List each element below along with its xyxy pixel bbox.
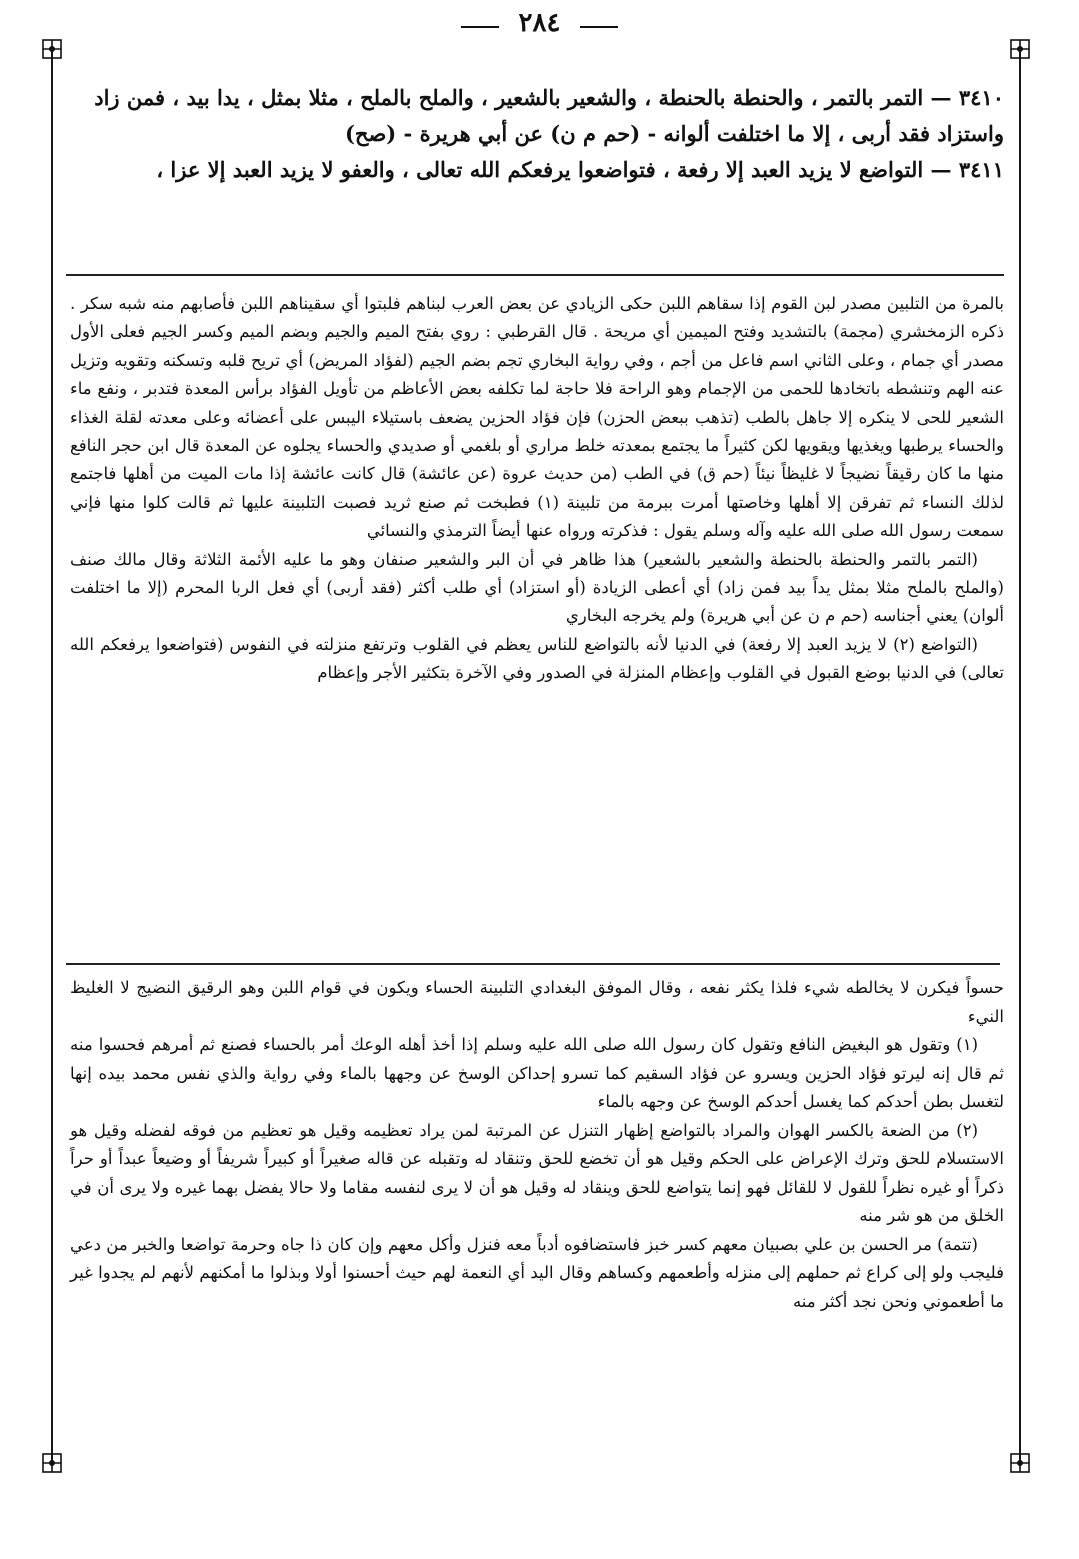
header-dash-left bbox=[461, 26, 499, 28]
hadith-number: ٣٤١١ bbox=[958, 157, 1004, 182]
header-dash-right bbox=[580, 26, 618, 28]
hadith-3410-continuation bbox=[70, 116, 1004, 152]
hadith-line: واستزاد فقد أربى ، إلا ما اختلفت ألوانه - (حم م ن) عن أبي هريرة - (صح) bbox=[344, 121, 1004, 146]
footnotes-block bbox=[70, 974, 1004, 1316]
ornament-bottom-left-icon bbox=[41, 1452, 63, 1474]
page-number: ٢٨٤ bbox=[518, 8, 561, 38]
hadith-number: ٣٤١٠ bbox=[958, 85, 1004, 110]
ornament-top-right-icon bbox=[1009, 38, 1031, 60]
hadith-block bbox=[70, 80, 1004, 188]
footnote-continuation: حسواً فيكرن لا يخالطه شيء فلذا يكثر نفعه ، وقال الموفق البغدادي التلبينة الحساء ويكون في قوام اللبن وهو الرقيق النضيج لا الغليظ النيء bbox=[70, 978, 1004, 1026]
hadith-3410: ٣٤١٠ — التمر بالتمر ، والحنطة بالحنطة ، والشعير بالشعير ، والملح بالملح ، مثلا بمثل ، يدا بيد ، فمن زاد bbox=[94, 85, 1004, 110]
ornament-bottom-right-icon bbox=[1009, 1452, 1031, 1474]
footnote-1: (١) وتقول هو البغيض النافع وتقول كان رسول الله صلى الله عليه وسلم إذا أخذ أهله الوعك أمر بالحساء فصنع ثم أمرهم فحسوا منه ثم قال إنه ليرتو فؤاد الحزين ويسرو عن فؤاد السقيم كما تسرو إحداكن الوسخ عن وجهها بالماء وفي رواية والذي نفس محمد بيده إنها لتغسل بطن أحدكم كما يغسل أحدكم الوسخ عن وجهه بالماء bbox=[70, 1035, 1004, 1111]
page-header bbox=[0, 8, 1079, 38]
ornament-top-left-icon bbox=[41, 38, 63, 60]
hadith-separator-rule bbox=[66, 274, 1004, 276]
hadith-line: التمر بالتمر ، والحنطة بالحنطة ، والشعير بالشعير ، والملح بالملح ، مثلا بمثل ، يدا بيد ، فمن زاد bbox=[94, 85, 924, 110]
footnote-tatimma: (تتمة) مر الحسن بن علي بصبيان معهم كسر خبز فاستضافوه أدباً معه فنزل وأكل معهم وإن كان ذا جاه وحرمة تواضعا والخبر من دعي فليجب ولو إلى كراع ثم حملهم إلى منزله وأطعمهم وكساهم وقال اليد أي النعمة لهم حيث أحسنوا أولا وبذلوا ما أمكنهم لأنهم لم يجدوا غير ما أطعموني ونحن نجد أكثر منه bbox=[70, 1234, 1004, 1311]
commentary-paragraph: بالمرة من التلبين مصدر لبن القوم إذا سقاهم اللبن حكى الزيادي عن بعض العرب لبناهم فلبتوا أي سقيناهم اللبن فأصابهم منه شبه سكر . ذكره الزمخشري (مجمة) بالتشديد وفتح الميمين أي مريحة . قال القرطبي : روي بفتح الميم والجيم وبضم الميم وكسر الجيم فعلى الأول مصدر أي جمام ، وعلى الثاني اسم فاعل من أجم ، وفي رواية البخاري تجم بضم الجيم (لفؤاد المريض) أي تريح قلبه وتسكنه وتقويه وتزيل عنه الهم وتنشطه باتخادها للحمى من الإجمام وهو الراحة فلا حاجة لما تكلفه بعض الأعاظم من تأويل الفؤاد برأس المعدة فتدبر ، ونفع ماء الشعير للحى لا ينكره إلا جاهل بالطب (تذهب ببعض الحزن) فإن فؤاد الحزين يضعف باستيلاء اليبس على أعضائه وعلى معدته لقلة الغذاء والحساء يرطبها ويغذيها ويقويها لكن كثيراً ما يجتمع بمعدته خلط مراري أو بلغمي أو صديدي والحساء يجلوه عن المعدة قال ابن حجر النافع منها ما كان رقيقاً نضيجاً لا غليظاً نيئاً (حم ق) في الطب (من حديث عروة (عن عائشة) قال كانت عائشة إذا مات الميت من أهلها فاجتمع لذلك النساء ثم تفرقن إلا أهلها وخاصتها أمرت ببرمة من تلبينة (١) فطبخت ثم صنع ثريد فصبت التلبينة عليها ثم قالت كلوا منها فإني سمعت رسول الله صلى الله عليه وآله وسلم يقول : فذكرته ورواه عنها أيضاً الترمذي والنسائي bbox=[70, 294, 1004, 541]
hadith-line: التواضع لا يزيد العبد إلا رفعة ، فتواضعوا يرفعكم الله تعالى ، والعفو لا يزيد العبد إلا عزا ، bbox=[156, 157, 924, 182]
commentary-paragraph: (التواضع (٢) لا يزيد العبد إلا رفعة) في الدنيا لأنه بالتواضع للناس يعظم في القلوب وترتفع منزلته في النفوس (فتواضعوا يرفعكم الله تعالى) في الدنيا بوضع القبول في القلوب وإعظام المنزلة في الصدور وفي الآخرة بتكثير الأجر وإعظام bbox=[70, 634, 1004, 683]
hadith-3411: ٣٤١١ — التواضع لا يزيد العبد إلا رفعة ، فتواضعوا يرفعكم الله تعالى ، والعفو لا يزيد العبد إلا عزا ، bbox=[156, 157, 1004, 182]
right-border-line bbox=[1019, 48, 1021, 1466]
commentary-block bbox=[70, 290, 1004, 688]
footnote-2: (٢) من الضعة بالكسر الهوان والمراد بالتواضع إظهار التنزل عن المرتبة لمن يراد تعظيمه وقيل هو تعظيم من فوقه لفضله وقيل هو الاستسلام للحق وترك الإعراض على الحكم وقيل هو أن تخضع للحق وتنقاد له وتقبله عن قاله صغيراً أو كبيراً شريفاً أو وضيعاً عبداً أو حراً ذكراً أو غيره نظراً للقول لا للقائل فهو إنما يتواضع للحق وينقاد له وقيل هو أن لا يرى لنفسه مقاما ولا حالا يفضل بهما غيره ولا يرى أن في الخلق من هو شر منه bbox=[70, 1120, 1004, 1225]
commentary-paragraph: (التمر بالتمر والحنطة بالحنطة والشعير بالشعير) هذا ظاهر في أن البر والشعير صنفان وهو ما عليه الأئمة الثلاثة وقال مالك صنف (والملح بالملح مثلا بمثل يداً بيد فمن زاد) أي أعطى الزيادة (أو استزاد) أي طلب أكثر (فقد أربى) أي فعل الربا المحرم (إلا ما اختلفت ألوان) يعني أجناسه (حم م ن عن أبي هريرة) ولم يخرجه البخاري bbox=[70, 549, 1004, 626]
left-border-line bbox=[51, 48, 53, 1466]
footnote-separator-rule bbox=[66, 963, 1000, 965]
